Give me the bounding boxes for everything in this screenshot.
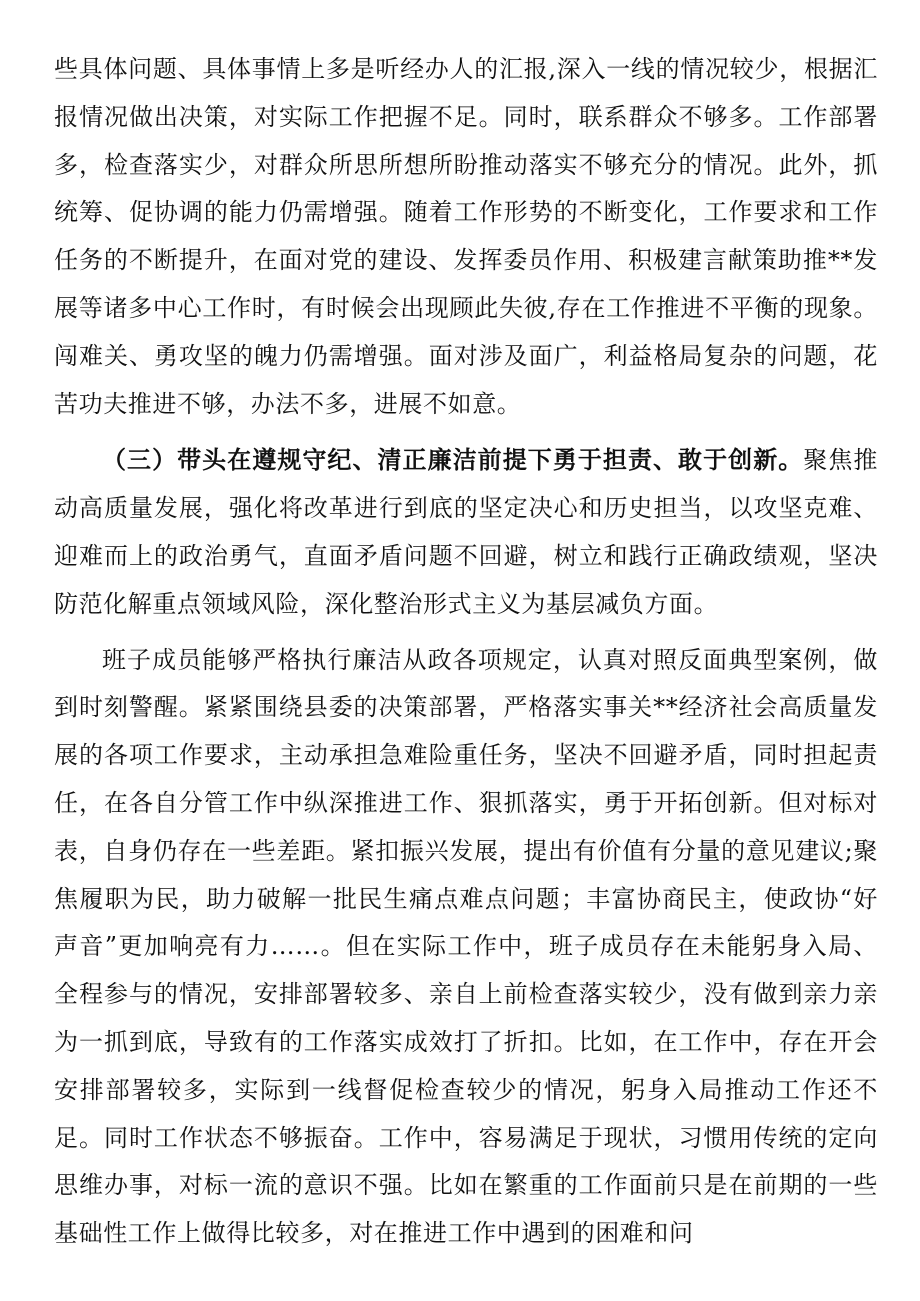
paragraph-section-three xyxy=(54,436,878,628)
section-heading: （三）带头在遵规守纪、清正廉洁前提下勇于担责、敢于创新。 xyxy=(102,445,804,475)
paragraph-text: 聚焦推动高质量发展，强化将改革进行到底的坚定决心和历史担当，以攻坚克难、迎难而上的政治勇气，直面矛盾问题不回避，树立和践行正确政绩观，坚决防范化解重点领域风险，深化整治形式主义为基层减负方面。 xyxy=(54,446,878,618)
paragraph-text: 些具体问题、具体事情上多是听经办人的汇报,深入一线的情况较少，根据汇报情况做出决策，对实际工作把握不足。同时，联系群众不够多。工作部署多，检查落实少，对群众所思所想所盼推动落实不够充分的情况。此外，抓统筹、促协调的能力仍需增强。随着工作形势的不断变化，工作要求和工作任务的不断提升，在面对党的建设、发挥委员作用、积极建言献策助推**发展等诸多中心工作时，有时候会出现顾此失彼,存在工作推进不平衡的现象。闯难关、勇攻坚的魄力仍需增强。面对涉及面广，利益格局复杂的问题，花苦功夫推进不够，办法不多，进展不如意。 xyxy=(54,55,878,418)
paragraph-continued xyxy=(54,46,878,428)
paragraph-team-members xyxy=(54,637,878,1258)
paragraph-text: 班子成员能够严格执行廉洁从政各项规定，认真对照反面典型案例，做到时刻警醒。紧紧围绕县委的决策部署，严格落实事关**经济社会高质量发展的各项工作要求，主动承担急难险重任务，坚决不回避矛盾，同时担起责任，在各自分管工作中纵深推进工作、狠抓落实，勇于开拓创新。但对标对表，自身仍存在一些差距。紧扣振兴发展，提出有价值有分量的意见建议;聚焦履职为民，助力破解一批民生痛点难点问题；丰富协商民主，使政协“好声音”更加响亮有力……。但在实际工作中，班子成员存在未能躬身入局、全程参与的情况，安排部署较多、亲自上前检查落实较少，没有做到亲力亲为一抓到底，导致有的工作落实成效打了折扣。比如，在工作中，存在开会安排部署较多，实际到一线督促检查较少的情况，躬身入局推动工作还不足。同时工作状态不够振奋。工作中，容易满足于现状，习惯用传统的定向思维办事，对标一流的意识不强。比如在繁重的工作面前只是在前期的一些基础性工作上做得比较多，对在推进工作中遇到的困难和问 xyxy=(54,645,878,1248)
